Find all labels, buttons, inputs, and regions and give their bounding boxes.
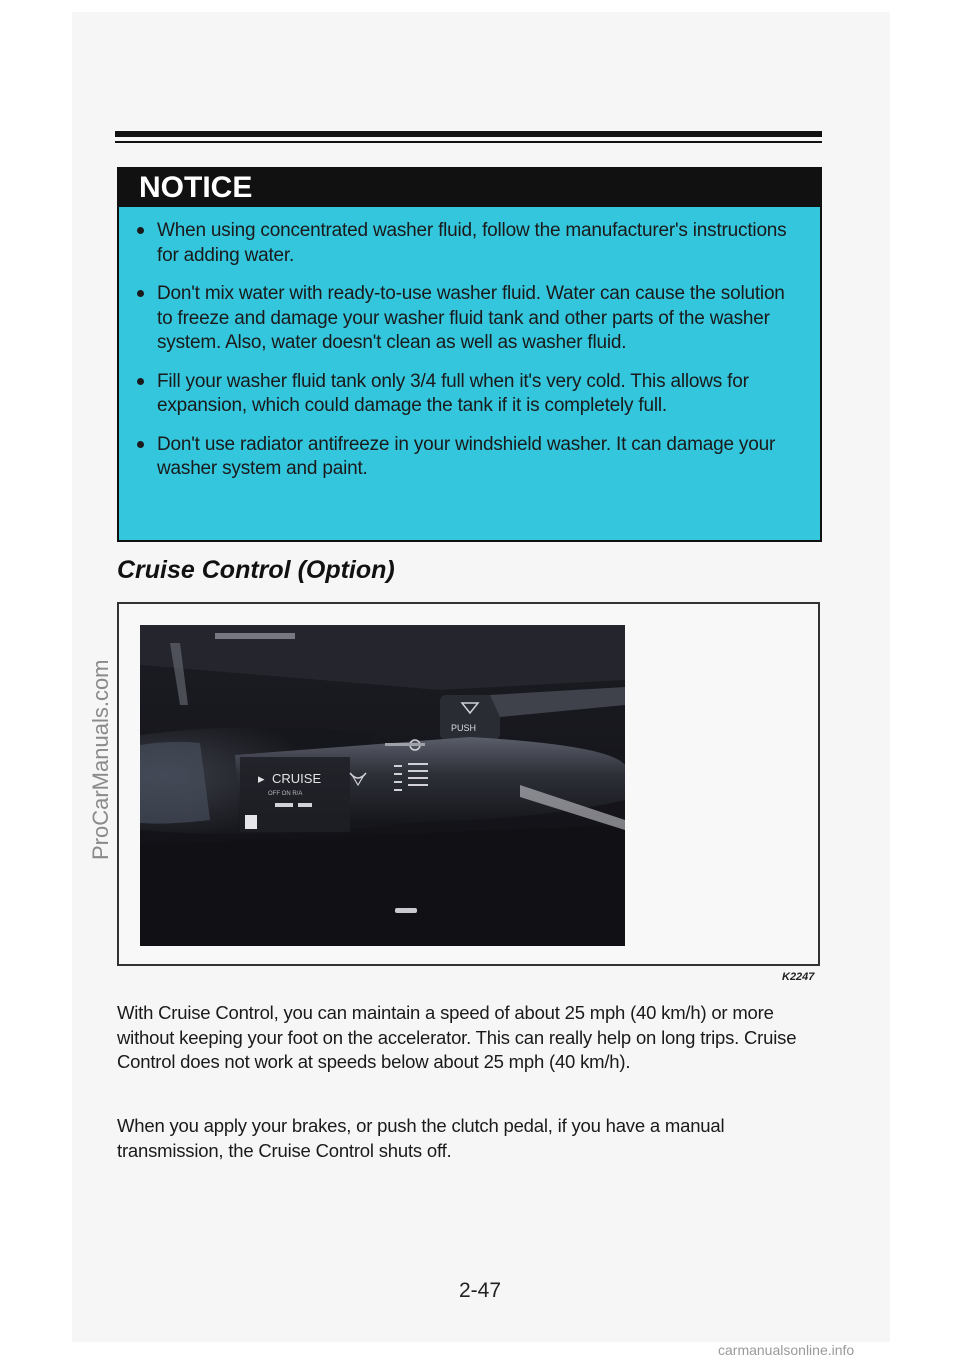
notice-item: Don't use radiator antifreeze in your windshield washer. It can damage your washer system and paint. [157,433,800,482]
cruise-control-lever-photo [140,625,625,946]
bullet-icon [137,441,144,448]
body-paragraph: With Cruise Control, you can maintain a speed of about 25 mph (40 km/h) or more without keeping your foot on the accelerator. This can really help on long trips. Cruise Control does not work at speeds below about 25 mph (40 km/h). [117,1002,797,1072]
notice-title: NOTICE [119,169,820,207]
notice-box [117,167,822,542]
top-rule [115,131,822,137]
figure-code: K2247 [782,971,815,983]
svg-text:CRUISE: CRUISE [272,771,322,786]
body-paragraph: When you apply your brakes, or push the clutch pedal, if you have a manual transmission, the Cruise Control shuts off. [117,1115,725,1161]
notice-item: Fill your washer fluid tank only 3/4 full when it's very cold. This allows for expansion, which could damage the tank if it is completely full. [157,370,800,419]
notice-list [119,207,820,482]
bullet-icon [137,290,144,297]
notice-item: Don't mix water with ready-to-use washer fluid. Water can cause the solution to freeze and damage your washer fluid tank and other parts of the washer system. Also, water doesn't clean as well as washer fluid. [157,282,800,356]
notice-item: When using concentrated washer fluid, follow the manufacturer's instructions for adding water. [157,219,800,268]
page-number: 2-47 [458,1279,502,1302]
bullet-icon [137,378,144,385]
section-title: Cruise Control (Option) [117,556,395,584]
bullet-icon [137,227,144,234]
side-watermark: ProCarManuals.com [88,659,113,860]
svg-text:PUSH: PUSH [451,723,477,733]
svg-text:▸: ▸ [258,771,265,786]
footer-watermark: carmanualsonline.info [718,1342,855,1358]
top-rule-thin [115,141,822,143]
svg-text:OFF ON R/A: OFF ON R/A [268,791,303,797]
